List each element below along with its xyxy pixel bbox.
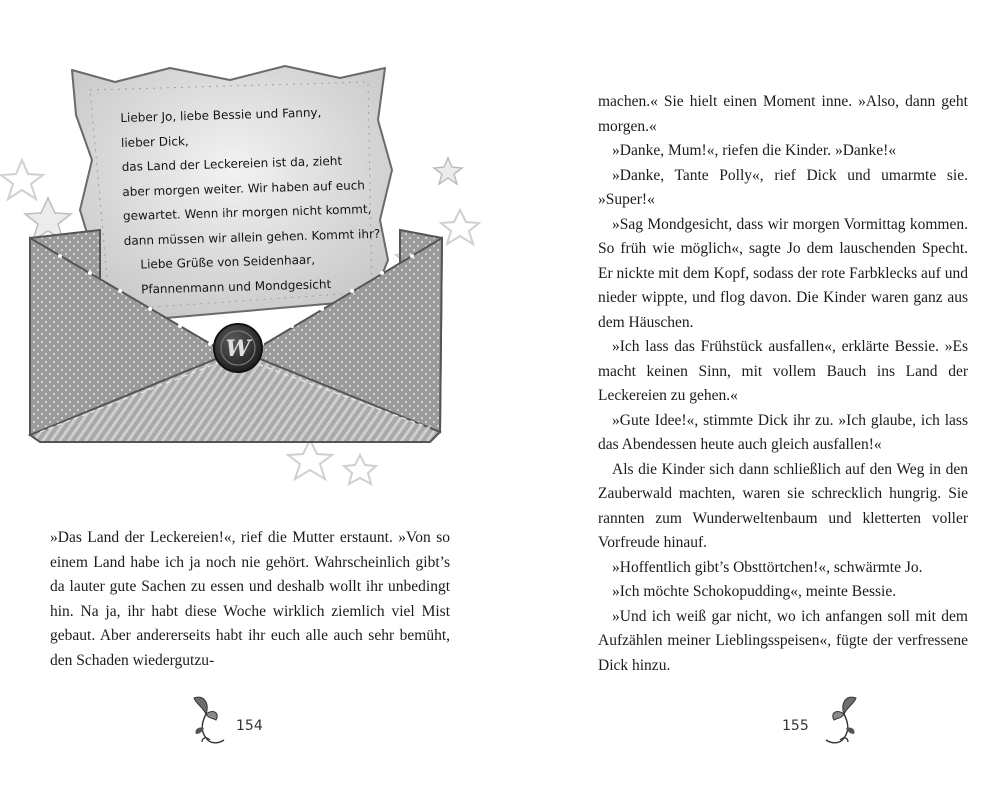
paragraph: Als die Kinder sich dann schließlich auf den Weg in den Zauberwald machten, waren sie schrecklich hungrig. Sie rannten zum Wunderweltenbaum und kletterten voller Vorfreude hinauf. [598,460,968,551]
letter-line: Liebe Grüße von Seidenhaar, [140,252,316,272]
letter-text [120,98,425,302]
letter-line: lieber Dick, [120,133,189,150]
butterfly-vine-ornament-icon [180,690,240,750]
paragraph: »Danke, Mum!«, riefen die Kinder. »Danke!« [612,142,897,159]
paragraph: »Und ich weiß gar nicht, wo ich anfangen soll mit dem Aufzählen meiner Lieblingsspeisen«, fügte der verfressene Dick hinzu. [598,607,968,674]
paragraph: »Hoffentlich gibt’s Obsttörtchen!«, schwärmte Jo. [612,558,923,576]
paragraph: »Sag Mondgesicht, dass wir morgen Vormittag kommen. So früh wie möglich«, sagte Jo dem lauschenden Specht. Er nickte mit dem Kopf, sodass der rote Farbklecks auf und nieder wippte, und flog davon. Die Kinder waren ganz aus dem Häuschen. [598,215,968,331]
seal-letter: W [225,336,251,362]
letter-line: aber morgen weiter. Wir haben auf euch [122,177,366,199]
letter-line: gewartet. Wenn ihr morgen nicht kommt, [122,202,372,223]
wax-seal [214,324,262,372]
left-folio [180,690,290,750]
paragraph: »Danke, Tante Polly«, rief Dick und umarmte sie. »Super!« [598,166,968,208]
paragraph: »Gute Idee!«, stimmte Dick ihr zu. »Ich glaube, ich lass das Abendessen heute auch gleich ausfallen!« [598,411,968,453]
letter-line: Pfannenmann und Mondgesicht [140,276,332,296]
butterfly-vine-ornament-icon [810,690,870,750]
paragraph: »Ich lass das Frühstück ausfallen«, erklärte Bessie. »Es macht keinen Sinn, mit vollem Bauch ins Land der Leckereien zu gehen.« [598,338,968,404]
page-number: 154 [236,718,263,734]
right-folio [770,690,880,750]
letter-line: das Land der Leckereien ist da, zieht [121,153,343,174]
paragraph: »Ich möchte Schokopudding«, meinte Bessie. [612,583,897,600]
page-number: 155 [782,718,809,734]
right-body-text [598,90,968,678]
letter-line: Lieber Jo, liebe Bessie und Fanny, [120,105,322,125]
paragraph: machen.« Sie hielt einen Moment inne. »Also, dann geht morgen.« [598,93,968,135]
paragraph: »Das Land der Leckereien!«, rief die Mutter erstaunt. »Von so einem Land habe ich ja noch nie gehört. Wahrscheinlich gibt’s da lauter gute Sachen zu essen und deshalb wollt ihr unbedingt hin. Na ja, ihr habt diese Woche wirklich ziemlich viel Mist gebaut. Aber andererseits habt ihr euch alle auch sehr bemüht, den Schaden wiedergutzu- [50,529,450,669]
left-body-text [50,526,450,673]
letter-line: dann müssen wir allein gehen. Kommt ihr? [123,226,381,248]
